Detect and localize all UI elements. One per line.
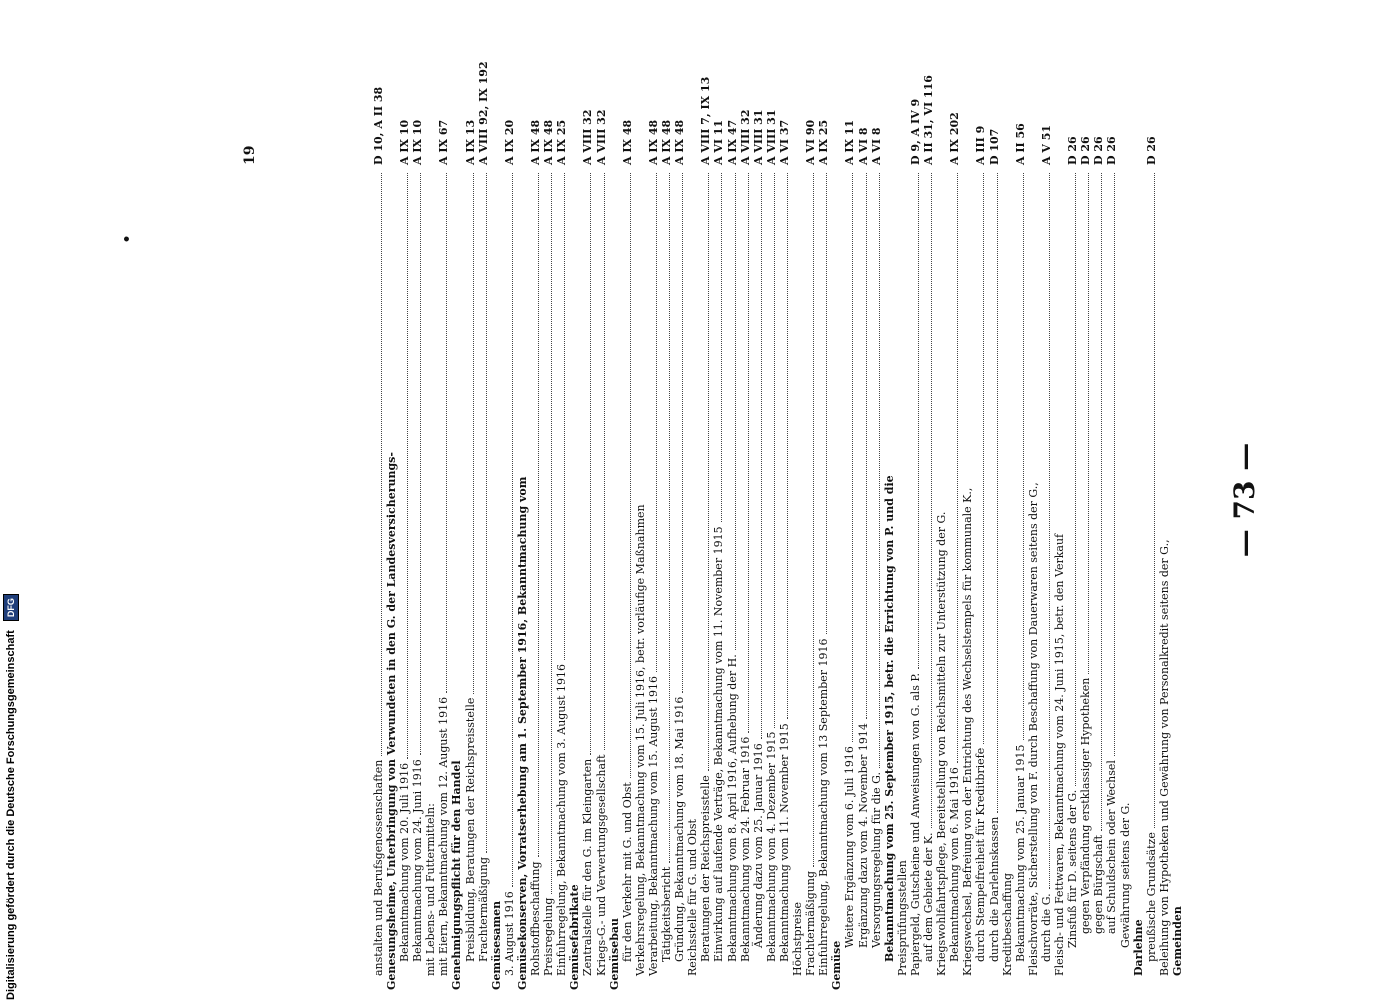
entry-reference: A II 31, VI 116 <box>922 75 935 165</box>
entry-text: Frachtermäßigung <box>476 857 490 962</box>
entry-text: Ergänzung dazu vom 4. November 1914 <box>856 723 870 948</box>
entry-reference: D 26 <box>1144 136 1158 165</box>
index-entry <box>595 0 608 1000</box>
entry-text: Tätigkeitsbericht <box>660 866 673 962</box>
entry-reference: A IX 20 <box>502 119 516 165</box>
entry-reference: D 26 <box>1092 136 1106 165</box>
index-entry <box>490 0 503 1000</box>
index-entry <box>437 0 450 1000</box>
index-entry <box>974 0 987 1000</box>
entry-reference: A VIII 32 <box>594 109 608 165</box>
entry-text: Bekanntmachung vom 25. Januar 1915 <box>1013 744 1027 962</box>
index-entry <box>686 0 699 1000</box>
index-entry <box>804 0 817 1000</box>
index-entry <box>581 0 594 1000</box>
entry-text: Darlehne <box>1131 919 1145 976</box>
index-entry <box>464 0 477 1000</box>
index-entry <box>1105 0 1118 1000</box>
entry-text: durch Stempelfreiheit für Kreditbriefe <box>974 747 988 962</box>
entry-reference: A VI 8 <box>869 127 883 165</box>
entry-reference: D 26 <box>1066 136 1080 165</box>
funding-text: Digitalisierung gefördert durch die Deutsche Forschungsgemeinschaft <box>5 630 17 1000</box>
index-entry <box>503 0 516 1000</box>
index-entry <box>555 0 568 1000</box>
index-entry <box>791 0 804 1000</box>
entry-text: preußische Grundsätze <box>1144 832 1158 962</box>
index-entry <box>398 0 411 1000</box>
entry-text: Gemüsebau <box>607 917 621 990</box>
entry-text: anstalten und Berufsgenossenschaften <box>371 759 385 976</box>
entry-reference: A IX 25 <box>555 119 569 165</box>
entry-reference: A VI 8 <box>856 127 870 165</box>
entry-text: Beleihung von Hypotheken und Gewährung von Personalkredit seitens der G., <box>1157 539 1171 976</box>
entry-text: Bekanntmachung vom 8. April 1916, Aufhebung der H. <box>725 654 739 962</box>
entry-text: Einfuhrregelung, Bekanntmachung vom 3. August 1916 <box>555 664 569 976</box>
entry-text: Bekanntmachung vom 24. Februar 1916 <box>738 736 752 962</box>
entry-text: für den Verkehr mit G. und Obst <box>620 782 634 962</box>
index-entry <box>739 0 752 1000</box>
entry-text: Genesungsheime, Unterbringung von Verwundeten in den G. der Landesversicherungs- <box>384 452 398 990</box>
entry-text: Kriegswechsel, Befreiung von der Entrichtung des Wechselstempels für kommunale K., <box>961 487 975 976</box>
index-entry <box>568 0 581 1000</box>
entry-text: Gemüsefabrikate <box>568 884 582 990</box>
entry-reference: D 26 <box>1105 136 1119 165</box>
entry-text: 3. August 1916 <box>502 891 516 976</box>
entry-text: Preisbildung, Beratungen der Reichspreisstelle <box>463 697 477 962</box>
entry-text: gegen Verpfändung erstklassiger Hypotheken <box>1079 677 1093 934</box>
index-entry <box>1014 0 1027 1000</box>
index-entry <box>1079 0 1092 1000</box>
index-entry <box>778 0 791 1000</box>
entry-reference: A VIII 32 <box>738 109 752 165</box>
entry-text: mit Eiern, Bekanntmachung vom 12. August 1916 <box>437 696 451 976</box>
entry-text: durch die G. <box>1039 893 1053 962</box>
entry-text: Höchstpreise <box>791 901 804 976</box>
entry-reference: A IX 67 <box>437 119 451 165</box>
entry-text: Frachtermäßigung <box>804 871 818 976</box>
entry-reference: A II 56 <box>1013 123 1027 165</box>
entry-text: Gemüse <box>830 940 844 990</box>
leader-dots <box>368 173 382 756</box>
entry-text: Kriegs-G.- und Verwertungsgesellschaft <box>594 754 608 976</box>
index-entry <box>673 0 686 1000</box>
index-entry <box>896 0 909 1000</box>
entry-text: auf Schuldschein oder Wechsel <box>1105 760 1119 934</box>
bottom-page-number: 19 <box>242 145 258 165</box>
entry-text: Reichsstelle für G. und Obst <box>686 819 700 976</box>
entry-reference: A V 51 <box>1039 124 1053 165</box>
entry-text: Preisprüfungsstellen <box>895 860 909 976</box>
entry-text: Bekanntmachung vom 6. Mai 1916 <box>948 767 962 962</box>
entry-reference: A VIII 32 <box>581 109 595 165</box>
dot-mark: • <box>122 232 131 248</box>
entry-text: Verkehrsregelung, Bekanntmachung vom 15. Juli 1916, betr. vorläufige Maßnahmen <box>633 504 647 976</box>
entry-text: Gemüsekonserven, Vorratserhebung am 1. September 1916, Bekanntmachung vom <box>515 476 529 990</box>
entry-reference: A VIII 92, IX 192 <box>476 61 490 165</box>
entry-reference: A IX 48 <box>673 119 687 165</box>
entry-reference: A III 9 <box>974 125 988 165</box>
index-entry <box>699 0 712 1000</box>
entry-reference: A IX 10 <box>411 119 425 165</box>
entry-text: Änderung dazu vom 25. Januar 1916 <box>751 743 765 948</box>
index-entry <box>726 0 739 1000</box>
index-entry <box>922 0 935 1000</box>
index-entry <box>1145 0 1158 1000</box>
index-entry <box>935 0 948 1000</box>
entry-reference: A IX 10 <box>398 119 411 165</box>
entry-text: Gründung, Bekanntmachung vom 18. Mai 1916 <box>673 696 687 962</box>
entry-text: Einwirkung auf laufende Verträge, Bekanntmachung vom 11. November 1915 <box>712 526 726 962</box>
index-entry <box>1119 0 1132 1000</box>
entry-reference: A IX 25 <box>817 119 831 165</box>
index-entry <box>988 0 1001 1000</box>
entry-text: Zinsfuß für D. seitens der G. <box>1066 789 1080 948</box>
index-entry <box>961 0 974 1000</box>
index-entry <box>909 0 922 1000</box>
entry-text: mit Lebens- und Futtermitteln: <box>424 803 438 976</box>
footer-sidebar <box>0 0 22 1000</box>
index-entry <box>1040 0 1053 1000</box>
index-entry <box>1171 0 1184 1000</box>
index-entry <box>542 0 555 1000</box>
entry-text: Preisregelung <box>542 897 556 976</box>
index-entry <box>647 0 660 1000</box>
index-entry <box>634 0 647 1000</box>
index-entry <box>1001 0 1014 1000</box>
entry-reference: A VIII 7, IX 13 <box>699 76 713 165</box>
entry-text: Einfuhrregelung, Bekanntmachung vom 13 September 1916 <box>817 638 831 976</box>
entry-reference: A IX 13 <box>463 119 477 165</box>
index-entry <box>843 0 856 1000</box>
entry-reference: A IX 47 <box>725 119 739 165</box>
entry-reference: A VIII 31 <box>764 109 778 165</box>
entry-text: Gemeinden <box>1170 906 1184 976</box>
entry-text: Gemüsesamen <box>489 900 503 990</box>
index-entry <box>424 0 437 1000</box>
entry-reference: D 10, A II 38 <box>371 86 385 165</box>
index-entry <box>765 0 778 1000</box>
index-entry <box>1132 0 1145 1000</box>
index-entry <box>608 0 621 1000</box>
rotated-page-content <box>170 0 1261 1000</box>
entry-reference: D 107 <box>987 128 1001 165</box>
entry-reference: A VI 37 <box>777 119 791 165</box>
index-entry <box>372 0 385 1000</box>
index-entry <box>516 0 529 1000</box>
entry-text: Genehmigungspflicht für den Handel <box>450 760 464 990</box>
entry-reference: A IX 48 <box>529 119 542 165</box>
entry-text: Zentralstelle für den G. im Kleingarten <box>581 758 595 976</box>
index-entry <box>529 0 542 1000</box>
entry-text: Bekanntmachung vom 4. Dezember 1915 <box>764 731 778 962</box>
index-entry <box>660 0 673 1000</box>
index-entry <box>752 0 765 1000</box>
entry-text: Papiergeld, Gutscheine und Anweisungen von G. als P. <box>908 672 922 976</box>
entry-text: gegen Bürgschaft <box>1092 834 1106 934</box>
index-entry <box>1158 0 1171 1000</box>
entry-reference: A IX 11 <box>843 119 857 165</box>
entry-reference: D 26 <box>1079 136 1093 165</box>
entry-text: Fleisch- und Fettwaren, Bekanntmachung vom 24. Juni 1915, betr. den Verkauf <box>1053 533 1066 976</box>
entry-reference: A VIII 31 <box>751 109 765 165</box>
index-entry <box>385 0 398 1000</box>
entry-reference: A IX 48 <box>646 119 660 165</box>
entry-reference: A IX 202 <box>948 112 962 165</box>
index-entry <box>870 0 883 1000</box>
dfg-logo: DFG <box>3 594 19 621</box>
index-entry <box>477 0 490 1000</box>
index-entry <box>883 0 896 1000</box>
index-entry <box>450 0 463 1000</box>
page-number: — 73 — <box>1228 442 1261 558</box>
entry-text: Kriegswohlfahrtspflege, Bereitstellung von Reichsmitteln zur Unterstützung der G. <box>935 511 949 976</box>
index-entry <box>830 0 843 1000</box>
entry-reference: A IX 48 <box>660 119 673 165</box>
index-entry <box>948 0 961 1000</box>
index-entry <box>621 0 634 1000</box>
funding-note <box>2 0 20 1000</box>
entry-text: Kreditbeschaffung <box>1000 873 1014 976</box>
index-entry <box>1092 0 1105 1000</box>
entry-text: Bekanntmachung vom 20. Juli 1916 <box>398 762 411 962</box>
entry-reference: A IX 48 <box>620 119 634 165</box>
entry-reference: D 9, A IV 9 <box>908 98 922 165</box>
entry-text: Verarbeitung, Bekanntmachung vom 15. August 1916 <box>646 675 660 976</box>
entry-text: Bekanntmachung vom 24. Juni 1916 <box>411 759 425 962</box>
entry-reference: A VI 90 <box>804 119 818 165</box>
index-entry <box>1053 0 1066 1000</box>
entry-text: Versorgungsregelung für die G. <box>869 771 883 948</box>
index-entry <box>857 0 870 1000</box>
entry-text: Rohstoffbeschaffung <box>529 861 542 976</box>
entry-text: Beratungen der Reichspreisstelle <box>699 775 713 962</box>
entry-text: Gewährung seitens der G. <box>1118 802 1132 948</box>
index-entry <box>1027 0 1040 1000</box>
entry-text: Bekanntmachung vom 11. November 1915 <box>777 723 791 962</box>
entry-text: Weitere Ergänzung vom 6. Juli 1916 <box>843 746 857 948</box>
entry-reference: A IX 48 <box>542 119 556 165</box>
index-entry <box>411 0 424 1000</box>
entry-text: durch die Darlehnskassen <box>987 816 1001 962</box>
index-entry <box>712 0 725 1000</box>
entry-text: Bekanntmachung vom 25. September 1915, betr. die Errichtung von P. und die <box>882 475 896 962</box>
entry-text: auf dem Gebiete der K. <box>922 832 935 962</box>
index-entry <box>817 0 830 1000</box>
entry-text: Fleischvorräte, Sicherstellung von F. durch Beschaffung von Dauerwaren seitens der G., <box>1026 482 1040 976</box>
index-entry <box>1066 0 1079 1000</box>
entry-reference: A VI 11 <box>712 119 726 165</box>
